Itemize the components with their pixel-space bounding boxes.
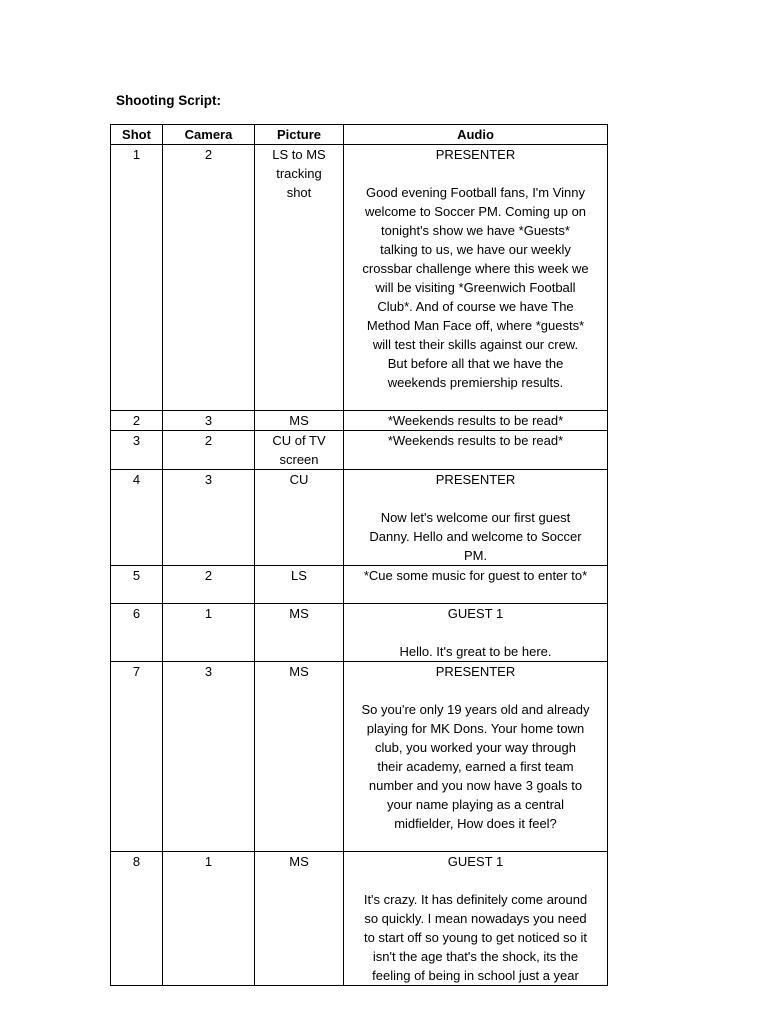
audio-line: will test their skills against our crew. (372, 337, 579, 352)
header-picture: Picture (255, 125, 344, 145)
audio-line: Method Man Face off, where *guests* (366, 318, 585, 333)
picture-cell (255, 566, 344, 604)
table-row (111, 852, 608, 986)
picture-cell (255, 662, 344, 852)
audio-cell (344, 145, 608, 411)
picture-cell (255, 145, 344, 411)
audio-line: their academy, earned a first team (377, 759, 574, 774)
audio-line: welcome to Soccer PM. Coming up on (364, 204, 587, 219)
picture-line: CU (289, 472, 309, 487)
shot-cell: 4 (111, 470, 163, 566)
speaker-name: PRESENTER (435, 472, 516, 487)
shot-cell: 8 (111, 852, 163, 986)
table-row (111, 431, 608, 470)
picture-line: LS to MS (272, 147, 326, 162)
table-header-row (111, 125, 608, 145)
audio-line: Good evening Football fans, I'm Vinny (365, 185, 586, 200)
audio-cell (344, 431, 608, 470)
speaker-name: GUEST 1 (447, 606, 504, 621)
spacer (349, 681, 602, 700)
spacer (349, 623, 602, 642)
audio-line: *Weekends results to be read* (387, 413, 564, 428)
audio-line: will be visiting *Greenwich Football (375, 280, 576, 295)
speaker-name: GUEST 1 (447, 854, 504, 869)
header-audio: Audio (344, 125, 608, 145)
audio-line: number and you now have 3 goals to (368, 778, 583, 793)
header-shot: Shot (111, 125, 163, 145)
header-camera: Camera (163, 125, 255, 145)
shot-cell: 5 (111, 566, 163, 604)
audio-line: crossbar challenge where this week we (362, 261, 589, 276)
shot-cell: 3 (111, 431, 163, 470)
audio-line: weekends premiership results. (387, 375, 564, 390)
audio-line: talking to us, we have our weekly (380, 242, 571, 257)
audio-line: to start off so young to get noticed so it (363, 930, 588, 945)
camera-cell: 2 (163, 566, 255, 604)
audio-cell (344, 411, 608, 431)
picture-cell (255, 431, 344, 470)
audio-line: feeling of being in school just a year (372, 968, 579, 983)
picture-line: shot (286, 185, 312, 200)
page-title: Shooting Script: (116, 93, 221, 108)
audio-cell (344, 566, 608, 604)
shot-cell: 7 (111, 662, 163, 852)
speaker-name: PRESENTER (435, 664, 516, 679)
audio-line: playing for MK Dons. Your home town (366, 721, 585, 736)
picture-line: MS (289, 606, 309, 621)
picture-cell (255, 852, 344, 986)
audio-line: Hello. It's great to be here. (399, 644, 552, 659)
audio-line: tonight's show we have *Guests* (381, 223, 570, 238)
audio-line: isn't the age that's the shock, its the (372, 949, 579, 964)
picture-line: LS (291, 568, 307, 583)
audio-line: But before all that we have the (387, 356, 564, 371)
picture-line: MS (289, 664, 309, 679)
table-row (111, 470, 608, 566)
table-row (111, 145, 608, 411)
shot-cell: 2 (111, 411, 163, 431)
picture-line: MS (289, 413, 309, 428)
audio-cell (344, 604, 608, 662)
audio-line: So you're only 19 years old and already (361, 702, 590, 717)
audio-line: your name playing as a central (386, 797, 565, 812)
audio-cell (344, 662, 608, 852)
picture-line: CU of TV (272, 433, 326, 448)
table-row (111, 604, 608, 662)
spacer (349, 164, 602, 183)
speaker-name: PRESENTER (435, 147, 516, 162)
spacer (349, 489, 602, 508)
audio-cell (344, 852, 608, 986)
audio-line: *Weekends results to be read* (387, 433, 564, 448)
camera-cell: 2 (163, 145, 255, 411)
audio-cell (344, 470, 608, 566)
shot-cell: 1 (111, 145, 163, 411)
camera-cell: 1 (163, 852, 255, 986)
spacer (349, 871, 602, 890)
picture-cell (255, 604, 344, 662)
table-row (111, 662, 608, 852)
picture-line: tracking (276, 166, 322, 181)
camera-cell: 3 (163, 470, 255, 566)
audio-line: PM. (463, 548, 488, 563)
camera-cell: 3 (163, 411, 255, 431)
audio-line: *Cue some music for guest to enter to* (363, 568, 588, 583)
picture-cell (255, 470, 344, 566)
table-body (111, 145, 608, 986)
audio-line: so quickly. I mean nowadays you need (364, 911, 587, 926)
table-row (111, 411, 608, 431)
audio-line: Now let's welcome our first guest (380, 510, 571, 525)
shot-cell: 6 (111, 604, 163, 662)
audio-line: club, you worked your way through (375, 740, 576, 755)
picture-line: MS (289, 854, 309, 869)
audio-line: Club*. And of course we have The (377, 299, 574, 314)
table-row (111, 566, 608, 604)
picture-line: screen (279, 452, 319, 467)
audio-line: midfielder, How does it feel? (394, 816, 557, 831)
camera-cell: 3 (163, 662, 255, 852)
picture-cell (255, 411, 344, 431)
audio-line: Danny. Hello and welcome to Soccer (369, 529, 582, 544)
audio-line: It's crazy. It has definitely come around (363, 892, 588, 907)
camera-cell: 2 (163, 431, 255, 470)
camera-cell: 1 (163, 604, 255, 662)
shooting-script-table (110, 124, 608, 986)
